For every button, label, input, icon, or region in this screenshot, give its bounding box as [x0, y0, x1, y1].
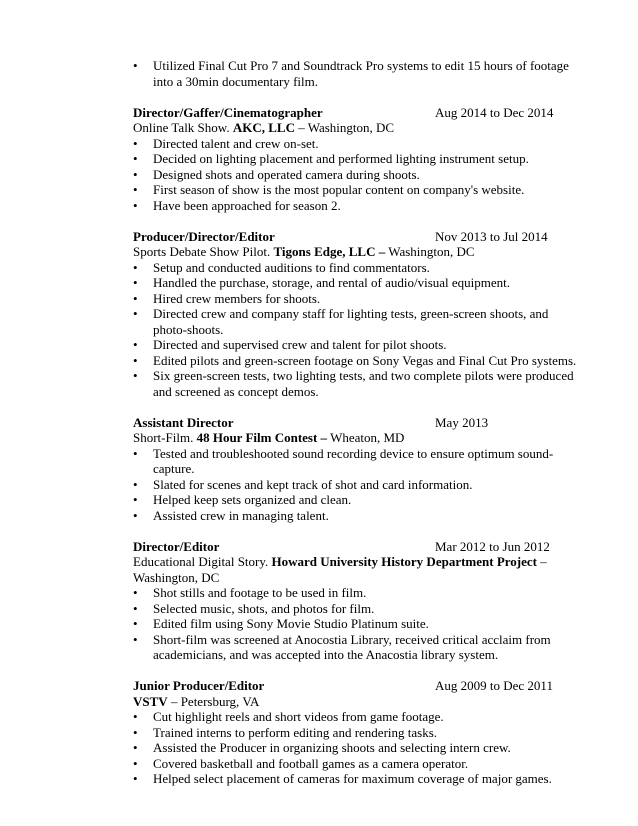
- bullet-text: First season of show is the most popular content on company's website.: [153, 182, 525, 197]
- bullet-glyph: •: [133, 135, 138, 151]
- bullet-text: Directed crew and company staff for lighting tests, green-screen shoots, and photo-shoots.: [153, 306, 549, 337]
- job-bullet-list: [133, 709, 578, 787]
- bullet-text: Decided on lighting placement and performed lighting instrument setup.: [153, 151, 529, 166]
- bullet-text: Assisted crew in managing talent.: [153, 507, 329, 523]
- list-item: [133, 58, 578, 89]
- org-name: Howard University History Department Project: [271, 554, 538, 569]
- bullet-text: Assisted the Producer in organizing shoots and selecting intern crew.: [153, 740, 511, 755]
- job-section: [133, 678, 578, 787]
- list-item: [133, 151, 578, 167]
- job-header: [133, 539, 578, 555]
- org-location: – Washington, DC: [133, 554, 547, 585]
- organization-line: [133, 554, 578, 585]
- list-item: [133, 275, 578, 291]
- list-item: [133, 616, 578, 632]
- bullet-glyph: •: [133, 724, 138, 740]
- bullet-text: Shot stills and footage to be used in film.: [153, 585, 367, 600]
- organization-line: [133, 120, 578, 136]
- bullet-glyph: •: [133, 368, 138, 383]
- bullet-text: Selected music, shots, and photos for film.: [153, 600, 375, 616]
- org-location: Washington, DC: [385, 244, 475, 259]
- job-section: [133, 105, 578, 214]
- list-item: [133, 771, 578, 787]
- list-item: [133, 725, 578, 741]
- list-item: [133, 291, 578, 307]
- org-prefix: Sports Debate Show Pilot.: [133, 244, 274, 259]
- bullet-text: Helped select placement of cameras for maximum coverage of major games.: [153, 771, 552, 786]
- bullet-glyph: •: [133, 306, 138, 321]
- list-item: [133, 167, 578, 183]
- bullet-text: Covered basketball and football games as a camera operator.: [153, 755, 469, 771]
- job-section: [133, 539, 578, 663]
- list-item: [133, 585, 578, 601]
- list-item: [133, 198, 578, 214]
- bullet-glyph: •: [133, 182, 138, 197]
- bullet-glyph: •: [133, 445, 138, 461]
- bullet-glyph: •: [133, 771, 138, 786]
- bullet-text: Handled the purchase, storage, and rental of audio/visual equipment.: [153, 275, 511, 290]
- job-title: Director/Gaffer/Cinematographer: [133, 104, 323, 120]
- job-dates: Aug 2009 to Dec 2011: [435, 678, 553, 693]
- bullet-glyph: •: [133, 275, 138, 290]
- list-item: [133, 337, 578, 353]
- bullet-text: Tested and troubleshooted sound recording device to ensure optimum sound-capture.: [153, 445, 554, 476]
- list-item: [133, 446, 578, 477]
- bullet-glyph: •: [133, 352, 138, 368]
- bullet-text: Slated for scenes and kept track of shot and card information.: [153, 476, 473, 492]
- bullet-text: Directed talent and crew on-set.: [153, 135, 319, 151]
- list-item: [133, 353, 578, 369]
- org-name: 48 Hour Film Contest –: [196, 430, 328, 445]
- job-title: Junior Producer/Editor: [133, 678, 265, 693]
- organization-line: [133, 430, 578, 446]
- bullet-text: Edited film using Sony Movie Studio Platinum suite.: [153, 616, 429, 631]
- bullet-glyph: •: [133, 337, 138, 352]
- list-item: [133, 477, 578, 493]
- job-title: Director/Editor: [133, 538, 220, 554]
- list-item: [133, 740, 578, 756]
- job-section: [133, 415, 578, 524]
- bullet-text: Hired crew members for shoots.: [153, 290, 321, 306]
- bullet-text: Cut highlight reels and short videos from game footage.: [153, 709, 444, 724]
- job-bullet-list: [133, 585, 578, 663]
- list-item: [133, 756, 578, 772]
- job-dates: May 2013: [435, 414, 489, 430]
- org-name: AKC, LLC: [232, 120, 295, 135]
- bullet-glyph: •: [133, 476, 138, 492]
- intro-bullet-list: [133, 58, 578, 89]
- bullet-glyph: •: [133, 290, 138, 306]
- job-dates: Mar 2012 to Jun 2012: [435, 538, 550, 554]
- bullet-glyph: •: [133, 600, 138, 616]
- bullet-glyph: •: [133, 492, 138, 507]
- list-item: [133, 182, 578, 198]
- bullet-glyph: •: [133, 58, 138, 73]
- bullet-glyph: •: [133, 585, 138, 600]
- job-header: [133, 415, 578, 431]
- job-header: [133, 105, 578, 121]
- org-name: Tigons Edge, LLC –: [273, 244, 386, 259]
- org-location: – Washington, DC: [294, 120, 395, 135]
- bullet-glyph: •: [133, 616, 138, 631]
- bullet-text: Six green-screen tests, two lighting tests, and two complete pilots were produced and screened as concept demos.: [153, 368, 574, 399]
- job-bullet-list: [133, 446, 578, 524]
- bullet-glyph: •: [133, 197, 138, 213]
- list-item: [133, 709, 578, 725]
- job-section: [133, 229, 578, 400]
- bullet-glyph: •: [133, 151, 138, 166]
- org-location: Wheaton, MD: [327, 430, 405, 445]
- bullet-glyph: •: [133, 259, 138, 275]
- resume-content: [133, 58, 578, 787]
- bullet-text: Utilized Final Cut Pro 7 and Soundtrack Pro systems to edit 15 hours of footage into a 30min documentary film.: [153, 58, 569, 89]
- bullet-glyph: •: [133, 631, 138, 647]
- bullet-text: Have been approached for season 2.: [153, 197, 341, 213]
- job-title: Producer/Director/Editor: [133, 228, 275, 244]
- list-item: [133, 260, 578, 276]
- bullet-glyph: •: [133, 740, 138, 755]
- organization-line: [133, 694, 578, 710]
- bullet-glyph: •: [133, 709, 138, 724]
- job-header: [133, 229, 578, 245]
- job-dates: Nov 2013 to Jul 2014: [435, 228, 548, 244]
- list-item: [133, 136, 578, 152]
- org-prefix: Educational Digital Story.: [133, 554, 272, 569]
- job-title: Assistant Director: [133, 414, 234, 430]
- list-item: [133, 368, 578, 399]
- bullet-text: Setup and conducted auditions to find commentators.: [153, 259, 430, 275]
- list-item: [133, 306, 578, 337]
- bullet-text: Designed shots and operated camera during shoots.: [153, 166, 420, 182]
- bullet-text: Helped keep sets organized and clean.: [153, 492, 352, 507]
- bullet-text: Trained interns to perform editing and rendering tasks.: [153, 724, 438, 740]
- bullet-glyph: •: [133, 507, 138, 523]
- list-item: [133, 492, 578, 508]
- job-dates: Aug 2014 to Dec 2014: [435, 104, 554, 120]
- bullet-text: Short-film was screened at Anocostia Library, received critical acclaim from academicians, and was accepted into the Anacostia library system.: [153, 631, 551, 662]
- organization-line: [133, 244, 578, 260]
- bullet-text: Edited pilots and green-screen footage on Sony Vegas and Final Cut Pro systems.: [153, 352, 577, 368]
- job-header: [133, 678, 578, 694]
- list-item: [133, 632, 578, 663]
- list-item: [133, 601, 578, 617]
- job-bullet-list: [133, 260, 578, 400]
- org-name: VSTV: [133, 693, 168, 709]
- org-location: – Petersburg, VA: [167, 693, 260, 709]
- bullet-text: Directed and supervised crew and talent for pilot shoots.: [153, 337, 447, 352]
- org-prefix: Short-Film.: [133, 430, 197, 445]
- job-bullet-list: [133, 136, 578, 214]
- bullet-glyph: •: [133, 755, 138, 771]
- list-item: [133, 508, 578, 524]
- org-prefix: Online Talk Show.: [133, 120, 233, 135]
- bullet-glyph: •: [133, 166, 138, 182]
